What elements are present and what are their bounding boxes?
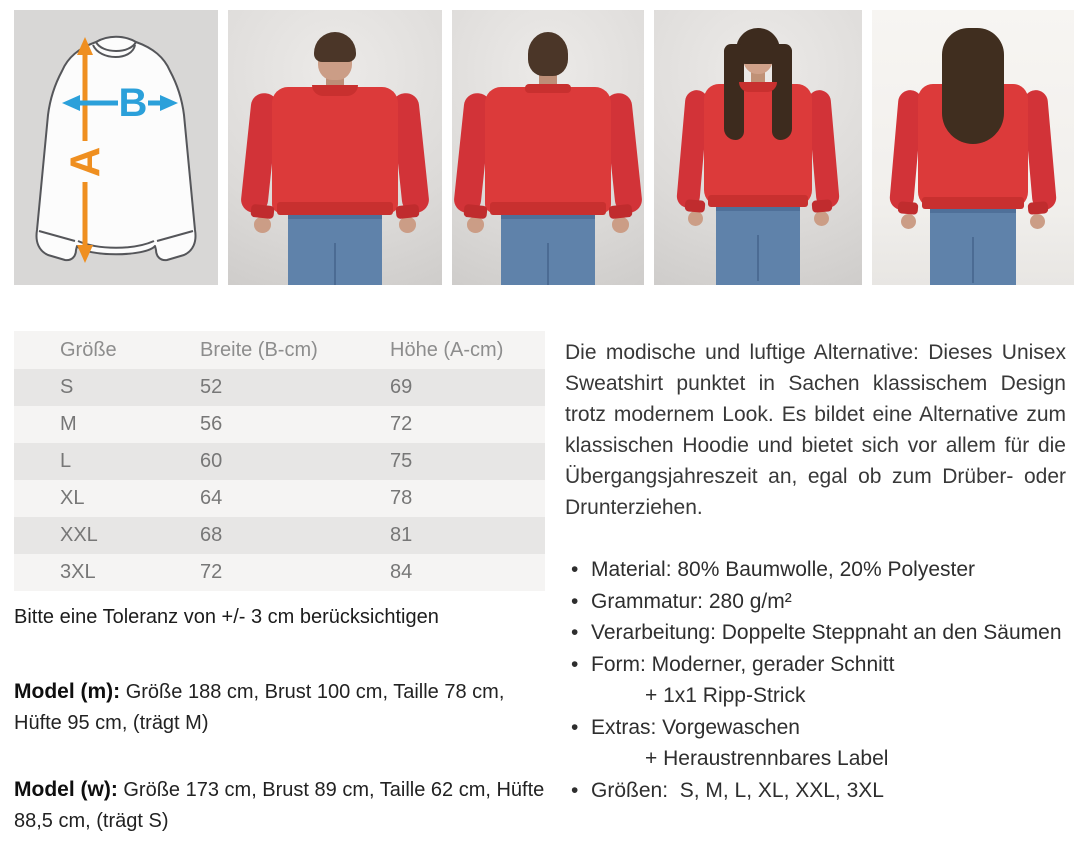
size-table: [14, 331, 545, 591]
list-item: [565, 775, 1066, 807]
cell-hoehe: 81: [390, 524, 413, 546]
size-diagram-panel: [14, 10, 218, 285]
bullet-text: Größen: S, M, L, XL, XXL, 3XL: [591, 778, 884, 802]
table-row: [14, 554, 545, 591]
model-hair-right: [772, 44, 792, 140]
model-hand-left: [467, 217, 484, 233]
list-item-continuation: [565, 680, 1066, 712]
cell-hoehe: 72: [390, 413, 413, 435]
model-jeans: [288, 215, 382, 285]
cell-hoehe: 84: [390, 561, 413, 583]
model-hand-right: [399, 217, 416, 233]
sweatshirt-cuff-left: [898, 201, 919, 215]
model-hair: [314, 32, 356, 62]
size-info-column: [14, 331, 550, 856]
cell-size: M: [60, 413, 77, 435]
sweatshirt-cuff-right: [608, 204, 632, 219]
model-hand-left: [901, 214, 916, 229]
cell-size: S: [60, 376, 74, 398]
model-m-measurements: [14, 676, 545, 739]
col-header-breite: Breite (B-cm): [200, 338, 318, 361]
cell-breite: 56: [200, 413, 223, 435]
model-hand-right: [612, 217, 629, 233]
description-paragraph: Die modische und luftige Alternative: Dieses Unisex Sweatshirt punktet in Sachen klassischem Design trotz modernem Look. Es bildet eine Alternative zum klassischen Hoodie und bietet sich vor allem für die Übergangsjahreszeit an, egal ob zum Drüber- oder Drunterziehen.: [565, 341, 1066, 519]
table-row: [14, 369, 545, 406]
feature-list: [565, 554, 1066, 806]
product-images-row: [14, 10, 1074, 285]
bullet-icon: •: [571, 589, 579, 613]
photo-man-back: [452, 10, 644, 285]
model-hand-right: [1030, 214, 1045, 229]
sweatshirt-collar: [312, 85, 358, 96]
sweatshirt-torso: [485, 87, 611, 213]
sweatshirt-outline-diagram: [14, 10, 218, 285]
cell-hoehe: 75: [390, 450, 413, 472]
bullet-icon: •: [571, 715, 579, 739]
model-figure-woman-back: [872, 10, 1074, 285]
model-figure-man-back: [452, 10, 644, 285]
list-item-continuation: [565, 743, 1066, 775]
bullet-text: Verarbeitung: Doppelte Steppnaht an den Säumen: [591, 621, 1062, 644]
model-jeans: [501, 215, 595, 285]
sweatshirt-cuff-left: [685, 199, 706, 213]
bullet-icon: •: [571, 778, 579, 802]
cell-size: L: [60, 450, 72, 472]
col-header-groesse: Größe: [60, 338, 117, 361]
sweatshirt-cuff-left: [463, 204, 487, 219]
bullet-text: Grammatur: 280 g/m²: [591, 589, 792, 613]
cell-breite: 72: [200, 561, 223, 583]
sweatshirt-cuff-left: [250, 204, 274, 219]
cell-hoehe: 69: [390, 376, 413, 398]
model-m-label: Model (m):: [14, 680, 121, 703]
table-row: [14, 480, 545, 517]
model-jeans: [716, 207, 800, 285]
col-header-hoehe: Höhe (A-cm): [390, 338, 504, 361]
label-a: A: [61, 146, 109, 178]
list-item: [565, 649, 1066, 681]
model-hand-right: [814, 211, 829, 226]
cell-breite: 52: [200, 376, 223, 398]
model-w-details: Größe 173 cm, Brust 89 cm, Taille 62 cm, Hüfte 88,5 cm, (trägt S): [14, 779, 550, 832]
model-jeans: [930, 209, 1016, 285]
sweatshirt-cuff-right: [1028, 201, 1049, 215]
model-m-details: Größe 188 cm, Brust 100 cm, Taille 78 cm, Hüfte 95 cm, (trägt M): [14, 681, 510, 734]
cell-breite: 60: [200, 450, 223, 472]
list-item: [565, 554, 1066, 586]
bullet-text: + Heraustrennbares Label: [645, 747, 889, 770]
photo-man-front: [228, 10, 442, 285]
model-hair: [942, 28, 1004, 144]
table-row: [14, 517, 545, 554]
model-w-measurements: [14, 774, 550, 837]
model-hand-left: [688, 211, 703, 226]
cell-size: XXL: [60, 524, 98, 546]
tolerance-note: Bitte eine Toleranz von +/- 3 cm berücksichtigen: [14, 606, 439, 628]
sweatshirt-torso: [272, 87, 398, 213]
bullet-icon: •: [571, 621, 579, 644]
bullet-text: Extras: Vorgewaschen: [591, 715, 800, 739]
list-item: [565, 617, 1066, 649]
sweatshirt-cuff-right: [812, 199, 833, 213]
sweatshirt-hem: [277, 202, 393, 215]
sweatshirt-torso: [704, 84, 812, 206]
label-b: B: [118, 81, 148, 125]
cell-size: XL: [60, 487, 85, 509]
bullet-text: + 1x1 Ripp-Strick: [645, 684, 806, 707]
model-hair: [528, 32, 568, 76]
model-figure-woman-front: [654, 10, 862, 285]
list-item: [565, 586, 1066, 618]
sweatshirt-collar: [739, 82, 777, 92]
bullet-icon: •: [571, 558, 579, 581]
table-row: [14, 406, 545, 443]
photo-woman-front: [654, 10, 862, 285]
photo-woman-back: [872, 10, 1074, 285]
bullet-text: Form: Moderner, gerader Schnitt: [591, 652, 895, 676]
sweatshirt-hem: [922, 197, 1024, 209]
list-item: [565, 712, 1066, 744]
sweatshirt-hem: [490, 202, 606, 215]
bullet-icon: •: [571, 652, 579, 676]
bullet-text: Material: 80% Baumwolle, 20% Polyester: [591, 558, 976, 581]
sweatshirt-cuff-right: [395, 204, 419, 219]
model-w-label: Model (w):: [14, 778, 118, 801]
sweatshirt-collar: [525, 84, 571, 93]
model-figure-man-front: [228, 10, 442, 285]
model-hair-left: [724, 44, 744, 140]
table-row: [14, 443, 545, 480]
sweatshirt-hem: [708, 195, 808, 207]
model-hand-left: [254, 217, 271, 233]
cell-breite: 68: [200, 524, 223, 546]
cell-size: 3XL: [60, 561, 96, 583]
size-table-header: [14, 331, 545, 369]
cell-hoehe: 78: [390, 487, 413, 509]
description-column: [565, 337, 1066, 806]
cell-breite: 64: [200, 487, 223, 509]
